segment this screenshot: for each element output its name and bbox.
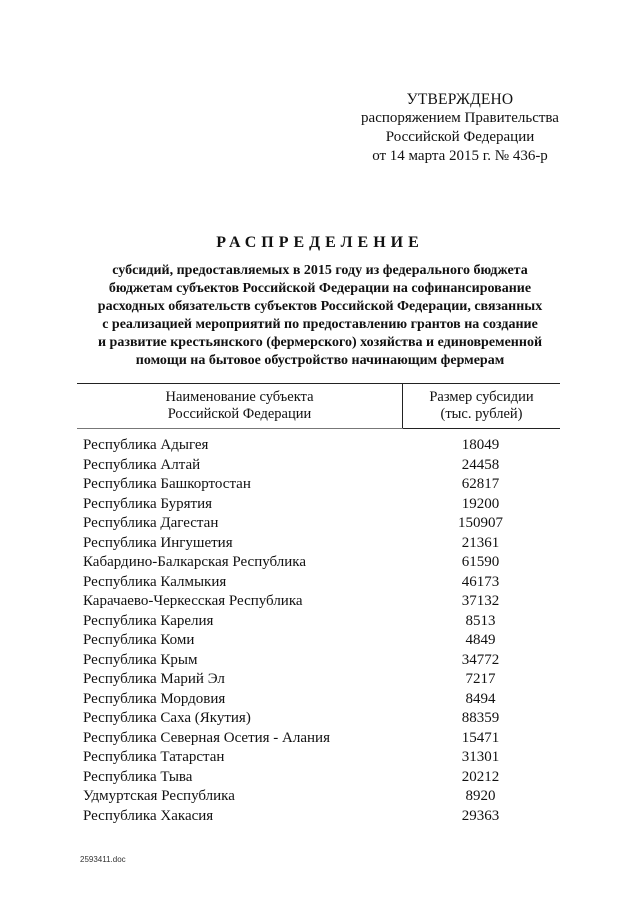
- table-header-rule: [77, 428, 560, 429]
- subsidy-amount: 19200: [461, 495, 500, 512]
- subtitle-line: расходных обязательств субъектов Российской Федерации, связанных: [97, 299, 543, 314]
- region-name: Республика Калмыкия: [83, 573, 227, 590]
- subsidy-amount: 24458: [461, 456, 500, 473]
- subsidy-amount: 4849: [465, 632, 496, 648]
- approval-line: распоряжением Правительства: [361, 110, 559, 126]
- subtitle-line: бюджетам субъектов Российской Федерации на софинансирование: [108, 281, 532, 296]
- region-name: Республика Коми: [83, 632, 195, 648]
- region-name: Республика Карелия: [83, 612, 214, 629]
- approval-date: от 14 марта 2015 г. № 436-р: [372, 148, 548, 164]
- region-name: Республика Марий Эл: [83, 671, 225, 687]
- document-title: РАСПРЕДЕЛЕНИЕ: [216, 234, 424, 251]
- table-row: [83, 729, 553, 749]
- subsidy-amount: 31301: [461, 749, 500, 765]
- subsidy-amount: 8513: [465, 612, 496, 629]
- region-name: Республика Ингушетия: [83, 534, 233, 551]
- subsidy-amount: 21361: [461, 534, 500, 551]
- region-name: Республика Алтай: [83, 456, 201, 473]
- table-row: [83, 495, 553, 515]
- table-row: [83, 709, 553, 729]
- subtitle-line: помощи на бытовое обустройство начинающим фермерам: [135, 353, 505, 368]
- document-subtitle: [70, 262, 570, 370]
- region-name: Удмуртская Республика: [83, 788, 235, 804]
- column-header-line: Российской Федерации: [167, 406, 312, 422]
- region-name: Республика Башкортостан: [83, 476, 251, 492]
- subsidy-amount: 15471: [461, 729, 500, 746]
- subsidy-amount: 61590: [461, 554, 500, 570]
- table-row: [83, 690, 553, 710]
- region-name: Республика Саха (Якутия): [83, 710, 251, 726]
- table-row: [83, 748, 553, 768]
- region-name: Республика Адыгея: [83, 437, 209, 453]
- subsidy-amount: 150907: [458, 515, 503, 531]
- region-name: Карачаево-Черкесская Республика: [83, 593, 303, 609]
- subtitle-line: и развитие крестьянского (фермерского) хозяйства и единовременной: [97, 335, 543, 350]
- subsidy-amount: 29363: [461, 807, 500, 824]
- region-name: Республика Крым: [83, 651, 198, 668]
- subsidy-amount: 37132: [461, 593, 500, 609]
- subsidy-amount: 62817: [461, 476, 500, 492]
- region-name: Республика Хакасия: [83, 807, 214, 824]
- table-row: [83, 573, 553, 593]
- region-name: Республика Дагестан: [83, 515, 219, 531]
- table-row: [83, 592, 553, 612]
- table-row: [83, 787, 553, 807]
- table-row: [83, 612, 553, 632]
- region-name: Республика Северная Осетия - Алания: [83, 729, 330, 746]
- subtitle-line: с реализацией мероприятий по предоставлению грантов на создание: [102, 317, 538, 332]
- subsidy-amount: 88359: [461, 710, 500, 726]
- column-header-line: Наименование субъекта: [165, 389, 314, 405]
- region-name: Республика Тыва: [83, 768, 193, 785]
- column-header-line: (тыс. рублей): [440, 406, 523, 422]
- table-header: [77, 383, 560, 429]
- column-header-amount: [402, 384, 560, 428]
- subsidy-amount: 18049: [461, 437, 500, 453]
- subsidy-amount: 20212: [461, 768, 500, 785]
- column-header-region: [77, 384, 402, 428]
- approval-line: Российской Федерации: [385, 129, 535, 145]
- table-body: [83, 436, 553, 826]
- table-row: [83, 807, 553, 827]
- region-name: Республика Бурятия: [83, 495, 213, 512]
- subsidy-amount: 46173: [461, 573, 500, 590]
- approval-heading: УТВЕРЖДЕНО: [406, 91, 514, 108]
- column-header-line: Размер субсидии: [429, 389, 534, 405]
- table-row: [83, 534, 553, 554]
- region-name: Республика Татарстан: [83, 749, 225, 765]
- table-row: [83, 651, 553, 671]
- table-row: [83, 475, 553, 495]
- table-row: [83, 670, 553, 690]
- table-row: [83, 768, 553, 788]
- region-name: Кабардино-Балкарская Республика: [83, 554, 307, 570]
- subsidy-amount: 7217: [465, 671, 496, 687]
- table-row: [83, 631, 553, 651]
- subsidy-amount: 8494: [465, 690, 496, 707]
- table-row: [83, 436, 553, 456]
- table-row: [83, 514, 553, 534]
- approval-stamp: [340, 90, 580, 166]
- subsidy-amount: 34772: [461, 651, 500, 668]
- subsidy-amount: 8920: [465, 788, 496, 804]
- file-reference: 2593411.doc: [80, 855, 126, 864]
- region-name: Республика Мордовия: [83, 690, 226, 707]
- table-row: [83, 456, 553, 476]
- subtitle-line: субсидий, предоставляемых в 2015 году из федерального бюджета: [112, 263, 528, 278]
- table-row: [83, 553, 553, 573]
